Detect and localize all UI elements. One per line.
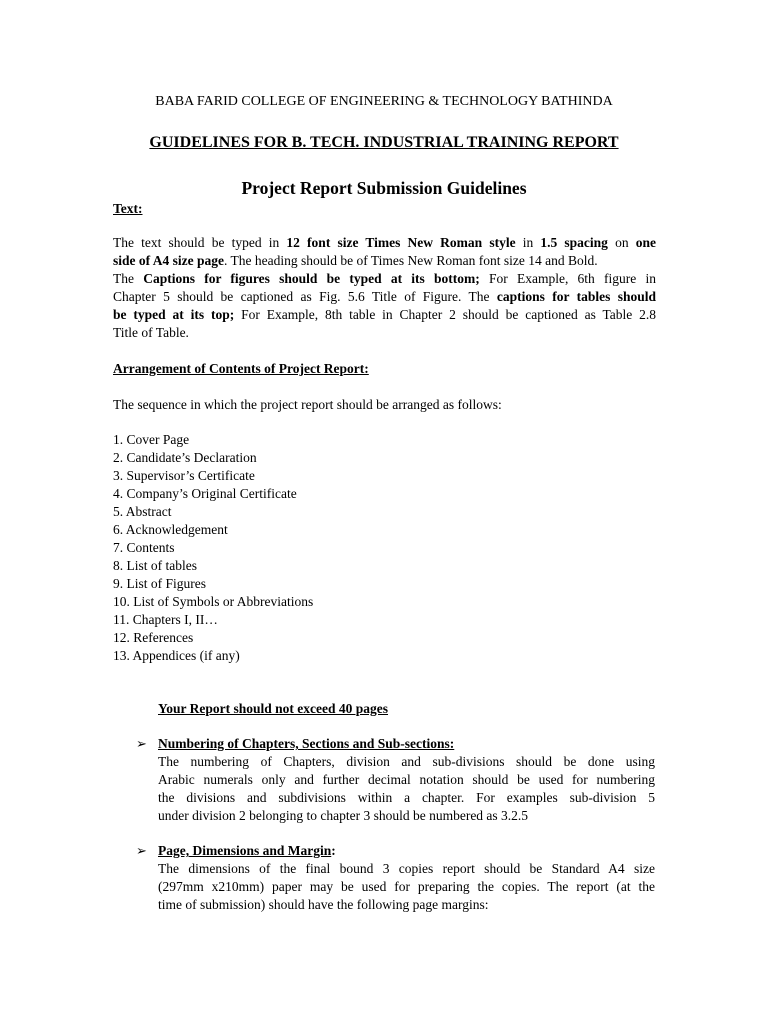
list-item: 6. Acknowledgement [113, 522, 228, 537]
arrangement-intro: The sequence in which the project report should be arranged as follows: [113, 397, 502, 412]
text-heading: Text: [113, 201, 143, 216]
numbering-line-4: under division 2 belonging to chapter 3 should be numbered as 3.2.5 [158, 808, 529, 823]
page-dims-line-3: time of submission) should have the following page margins: [158, 897, 489, 912]
text-paragraph-line-3: The Captions for figures should be typed at its bottom; For Example, 6th figure in [113, 271, 656, 286]
text-paragraph-line-4: Chapter 5 should be captioned as Fig. 5.6 Title of Figure. The captions for tables should [113, 289, 656, 304]
list-item: 5. Abstract [113, 504, 172, 519]
numbering-line-1: The numbering of Chapters, division and sub-divisions should be done using [158, 754, 655, 769]
text-paragraph-line-6: Title of Table. [113, 325, 189, 340]
list-item: 11. Chapters I, II… [113, 612, 218, 627]
page-dims-line-1: The dimensions of the final bound 3 copies report should be Standard A4 size [158, 861, 655, 876]
page-limit-note: Your Report should not exceed 40 pages [158, 701, 389, 716]
report-title: Project Report Submission Guidelines [241, 178, 527, 198]
list-item: 9. List of Figures [113, 576, 206, 591]
numbering-line-2: Arabic numerals only and further decimal notation should be used for numbering [158, 772, 655, 787]
list-item: 10. List of Symbols or Abbreviations [113, 594, 314, 609]
numbering-heading: Numbering of Chapters, Sections and Sub-sections: [158, 736, 455, 751]
arrow-bullet-icon: ➢ [136, 736, 147, 751]
guidelines-title: GUIDELINES FOR B. TECH. INDUSTRIAL TRAINING REPORT [149, 134, 619, 151]
numbering-line-3: the divisions and subdivisions within a chapter. For examples sub-division 5 [158, 790, 655, 805]
list-item: 8. List of tables [113, 558, 197, 573]
list-item: 2. Candidate’s Declaration [113, 450, 257, 465]
text-paragraph-line-1: The text should be typed in 12 font size Times New Roman style in 1.5 spacing on one [113, 235, 656, 250]
page-dims-heading: Page, Dimensions and Margin: [158, 843, 336, 858]
arrow-bullet-icon: ➢ [136, 843, 147, 858]
list-item: 4. Company’s Original Certificate [113, 486, 297, 501]
list-item: 1. Cover Page [113, 432, 190, 447]
arrangement-heading: Arrangement of Contents of Project Report: [113, 361, 369, 376]
list-item: 13. Appendices (if any) [113, 648, 240, 663]
college-name: BABA FARID COLLEGE OF ENGINEERING & TECHNOLOGY BATHINDA [155, 94, 613, 109]
list-item: 7. Contents [113, 540, 175, 555]
list-item: 12. References [113, 630, 194, 645]
text-paragraph-line-2: side of A4 size page. The heading should be of Times New Roman font size 14 and Bold. [113, 253, 598, 268]
text-paragraph-line-5: be typed at its top; For Example, 8th table in Chapter 2 should be captioned as Table 2.8 [113, 307, 656, 322]
page-dims-line-2: (297mm x210mm) paper may be used for preparing the copies. The report (at the [158, 879, 655, 894]
list-item: 3. Supervisor’s Certificate [113, 468, 255, 483]
